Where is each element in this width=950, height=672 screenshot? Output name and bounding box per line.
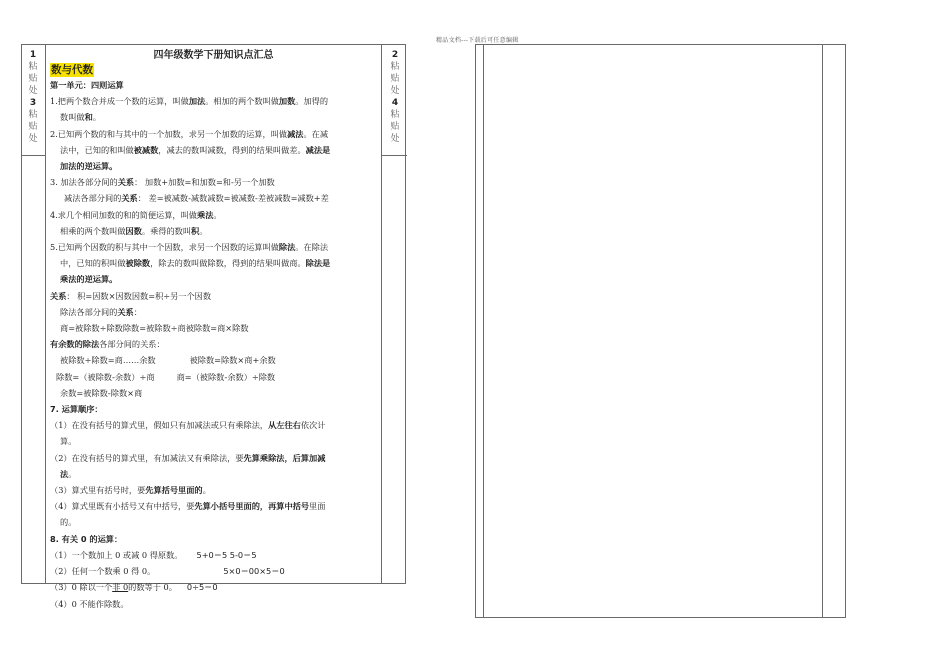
bold-term: 关系 [117,177,135,188]
text-run: 5.已知两个因数的积与其中一个因数，求另一个因数的运算叫做 [50,242,279,253]
text-run: 除法各部分间的 [60,306,118,317]
text-run: 非 0 [112,582,129,593]
text-line [50,158,377,174]
bold-term: 乘法 [197,209,214,220]
text-run: 除数=（被除数-余数）÷商 [56,371,155,382]
text-run: （3）算式里有括号时，要 [50,485,146,496]
text-line: 算。 [60,436,77,447]
text-line: 余数=被除数-除数×商 [60,387,143,398]
text-run: 依次计 [300,420,326,431]
paste-char: 处 [28,86,38,96]
text-run: 。加得的 [295,96,329,107]
text-line [50,531,377,547]
text-line [50,255,377,271]
text-line [50,401,377,417]
paste-char: 处 [390,86,400,96]
header-note: 精品文档---下载后可任意编辑 [436,37,519,44]
text-run: 被除数÷除数=商……余数 [60,355,156,366]
bold-term: 加法 [188,96,206,107]
right-sheet [475,44,846,618]
bold-term: 先算小括号里面的，再算中括号 [194,501,310,512]
margin-divider-right [381,45,382,583]
text-run: ： [133,306,142,317]
text-line [50,563,377,579]
notes-content [50,49,377,612]
paste-number: 2 [391,50,399,60]
text-run: 中，已知的积叫做 [60,258,126,269]
text-line [50,239,377,255]
text-line [50,93,377,109]
text-run: 。 [68,468,77,479]
bold-term: 关系 [50,290,67,301]
text-run: （2）任何一个数乘 0 得 0。 [50,566,156,577]
text-run: ： 差=被减数-减数减数=被减数-差被减数=减数+差 [137,193,329,204]
text-line [50,352,377,368]
text-line [50,207,377,223]
margin-cell-line-left [22,155,45,156]
text-run: （4）算式里既有小括号又有中括号，要 [50,501,195,512]
text-run: 减法各部分间的 [64,193,122,204]
bold-term: 因数 [125,225,142,236]
text-run: ，减去的数叫减数，得到的结果叫做差。 [158,144,306,155]
paste-char: 粘 [390,110,400,120]
text-run: 5+0＝5 5-0＝5 [196,549,257,560]
paste-number: 4 [391,98,399,108]
text-line [50,498,377,514]
text-line: （4）0 不能作除数。 [50,598,129,609]
text-run: 数叫做 [60,112,85,123]
text-run: 2.已知两个数的和与其中的一个加数，求另一个加数的运算，叫做 [50,128,288,139]
text-run: ，除去的数叫做除数，得到的结果叫做商。 [150,258,306,269]
bold-term: 减法 [287,128,304,139]
bold-term: 除法 [278,242,296,253]
text-line [50,271,377,287]
page-title: 四年级数学下册知识点汇总 [153,50,274,61]
paste-char: 粘 [28,110,38,120]
bold-term: 乘法的逆运算。 [60,274,118,285]
text-line [50,304,377,320]
text-run: （1）在没有括号的算式里，假如只有加减法或只有乘除法， [50,420,269,431]
text-line [50,190,377,206]
margin-cell-line-right [381,155,407,156]
bold-term: 和 [84,112,93,123]
text-run: 。 [92,112,101,123]
text-run: 的数等于 0。 [128,582,177,593]
text-line [50,142,377,158]
text-run: 。在除法 [295,242,329,253]
bold-term: 法 [60,468,69,479]
bold-term: 7. 运算顺序： [50,404,103,415]
text-line [50,482,377,498]
bold-term: 关系 [121,193,138,204]
text-line [50,126,377,142]
paste-char: 处 [28,134,38,144]
text-line [50,450,377,466]
bold-term: 8. 有关 0 的运算： [50,533,123,544]
text-run: 。 [199,225,208,236]
text-line [50,369,377,385]
text-run: 相乘的两个数叫做 [60,225,126,236]
text-line [50,109,377,125]
text-line [50,174,377,190]
bold-term: 被除数 [125,258,151,269]
text-run: 3. 加法各部分间的 [50,177,118,188]
text-run: 4.求几个相同加数的和的简便运算，叫做 [50,209,197,220]
paste-char: 贴 [28,122,38,132]
bold-term: 从左往右 [268,420,301,431]
bold-term: 除法是 [305,258,331,269]
bold-term: 先算乘除法，后算加减 [243,452,326,463]
text-line [50,579,377,595]
text-run: ： 积=因数×因数因数=积÷另一个因数 [66,290,212,301]
text-run: 1.把两个数合并成一个数的运算，叫做 [50,96,189,107]
text-run: （3）0 除以一个 [50,582,113,593]
bold-term: 关系 [117,306,134,317]
text-run: 。相加的两个数叫做 [205,96,279,107]
text-line: 的。 [60,517,77,528]
bold-term: 加法的逆运算。 [60,161,118,172]
text-run: 被除数=除数×商+余数 [189,355,276,366]
text-run: （1）一个数加上 0 或减 0 得原数。 [50,549,183,560]
margin-divider-left [45,45,46,583]
paste-char: 贴 [390,122,400,132]
paste-char: 处 [390,134,400,144]
paste-char: 粘 [390,62,400,72]
section-heading: 数与代数 [51,64,93,76]
text-line [50,547,377,563]
right-sheet-inner-line-right [822,45,823,617]
bold-term: 有余数的除法 [50,339,100,350]
paste-area-left [21,49,45,145]
text-run: 。乘得的数叫 [141,225,192,236]
text-run: 0÷5＝0 [186,582,218,593]
bold-term: 被减数 [133,144,159,155]
paste-number: 1 [29,50,37,60]
bold-term: 加数 [278,96,296,107]
bold-term: 积 [191,225,200,236]
text-run: 5×0＝00×5＝0 [223,566,285,577]
text-run: ： 加数+加数=和加数=和-另一个加数 [134,177,275,188]
text-run: 。在减 [303,128,329,139]
text-run: 各部分间的关系： [99,339,165,350]
paste-char: 贴 [28,74,38,84]
text-line [50,336,377,352]
paste-char: 贴 [390,74,400,84]
text-line [50,466,377,482]
bold-term: 先算括号里面的 [145,485,203,496]
text-line [50,288,377,304]
text-line [50,223,377,239]
text-run: 商=（被除数-余数）÷除数 [176,371,276,382]
text-line [50,417,377,433]
unit-heading: 第一单元：四则运算 [50,80,124,90]
text-run: 。 [202,485,211,496]
paste-char: 粘 [28,62,38,72]
text-run: 。 [213,209,222,220]
text-line: 商=被除数÷除数除数=被除数÷商被除数=商×除数 [60,323,249,334]
paste-area-right [383,49,407,145]
bold-term: 减法是 [305,144,331,155]
paste-number: 3 [29,98,37,108]
text-run: 里面 [309,501,326,512]
text-run: 法中，已知的和叫做 [60,144,134,155]
text-run: （2）在没有括号的算式里，有加减法又有乘除法，要 [50,452,244,463]
right-sheet-inner-line-left [483,45,484,617]
